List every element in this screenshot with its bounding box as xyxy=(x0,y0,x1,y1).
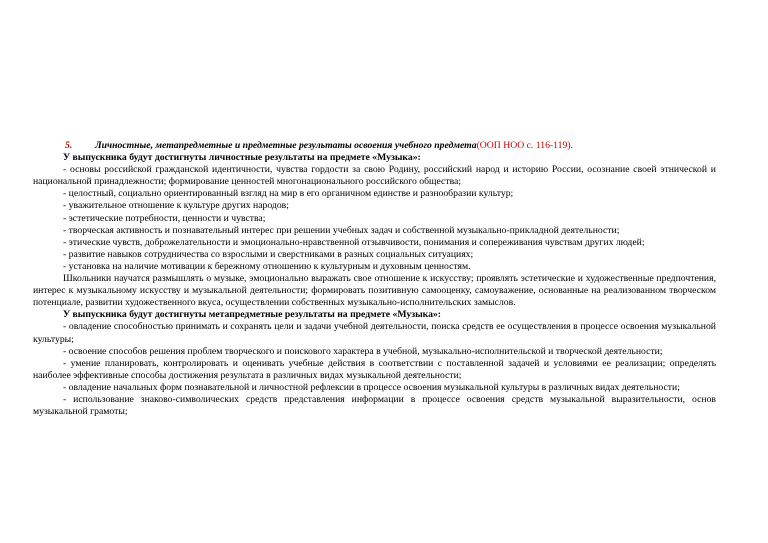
list-item: - умение планировать, контролировать и оценивать учебные действия в соответствии с поставленной задачей и условиями ее реализации; определять наиболее эффективные способы достижения результата в различных видах музыкальной деятельности; xyxy=(33,357,716,381)
list-item: - установка на наличие мотивации к бережному отношению к культурным и духовным ценностям. xyxy=(63,260,471,272)
section-reference: (ООП НОО с. 116-119). xyxy=(476,140,573,151)
list-item: - творческая активность и познавательный интерес при решении учебных задач и собственной музыкально-прикладной деятельности; xyxy=(63,224,620,236)
section-heading xyxy=(33,140,716,152)
list-item: - развитие навыков сотрудничества со взрослыми и сверстниками в разных социальных ситуациях; xyxy=(63,248,474,260)
personal-paragraph: Школьники научатся размышлять о музыке, эмоционально выражать свое отношение к искусству; проявлять эстетические и художественные предпочтения, интерес к музыкальному искусству и музыкальной деятельности; формировать позитивную самооценку, самоуважение, основанные на реализованном творческом потенциале, развитии художественного вкуса, осуществлении собственных музыкально-исполнительских замыслов. xyxy=(33,273,716,309)
list-item: - основы российской гражданской идентичности, чувства гордости за свою Родину, российский народ и историю России, осознание своей этнической и национальной принадлежности; формирование ценностей многонационального российского общества; xyxy=(33,164,716,188)
meta-results-heading: У выпускника будут достигнуты метапредметные результаты на предмете «Музыка»: xyxy=(63,309,441,321)
list-item: - освоение способов решения проблем творческого и поискового характера в учебной, музыкально-исполнительской и творческой деятельности; xyxy=(63,345,663,357)
list-item: - этические чувств, доброжелательности и эмоционально-нравственной отзывчивости, понимания и сопереживания чувствам других людей; xyxy=(63,236,645,248)
list-item: - использование знаково-символических средств представления информации в процессе освоения средств музыкальной выразительности, основ музыкальной грамоты; xyxy=(33,393,716,418)
section-number: 5. xyxy=(65,140,73,151)
section-title: Личностные, метапредметные и предметные результаты освоения учебного предмета xyxy=(95,140,477,151)
personal-results-heading: У выпускника будут достигнуты личностные результаты на предмете «Музыка»: xyxy=(63,152,421,164)
list-item: - целостный, социально ориентированный взгляд на мир в его органичном единстве и разнообразии культур; xyxy=(63,188,514,200)
list-item: - эстетические потребности, ценности и чувства; xyxy=(63,212,266,224)
list-item: - овладение способностью принимать и сохранять цели и задачи учебной деятельности, поиска средств ее осуществления в процессе освоения музыкальной культуры; xyxy=(33,321,716,345)
list-item: - овладение начальных форм познавательной и личностной рефлексии в процессе освоения музыкальной культуры в различных видах деятельности; xyxy=(63,381,680,393)
list-item: - уважительное отношение к культуре других народов; xyxy=(63,200,289,212)
